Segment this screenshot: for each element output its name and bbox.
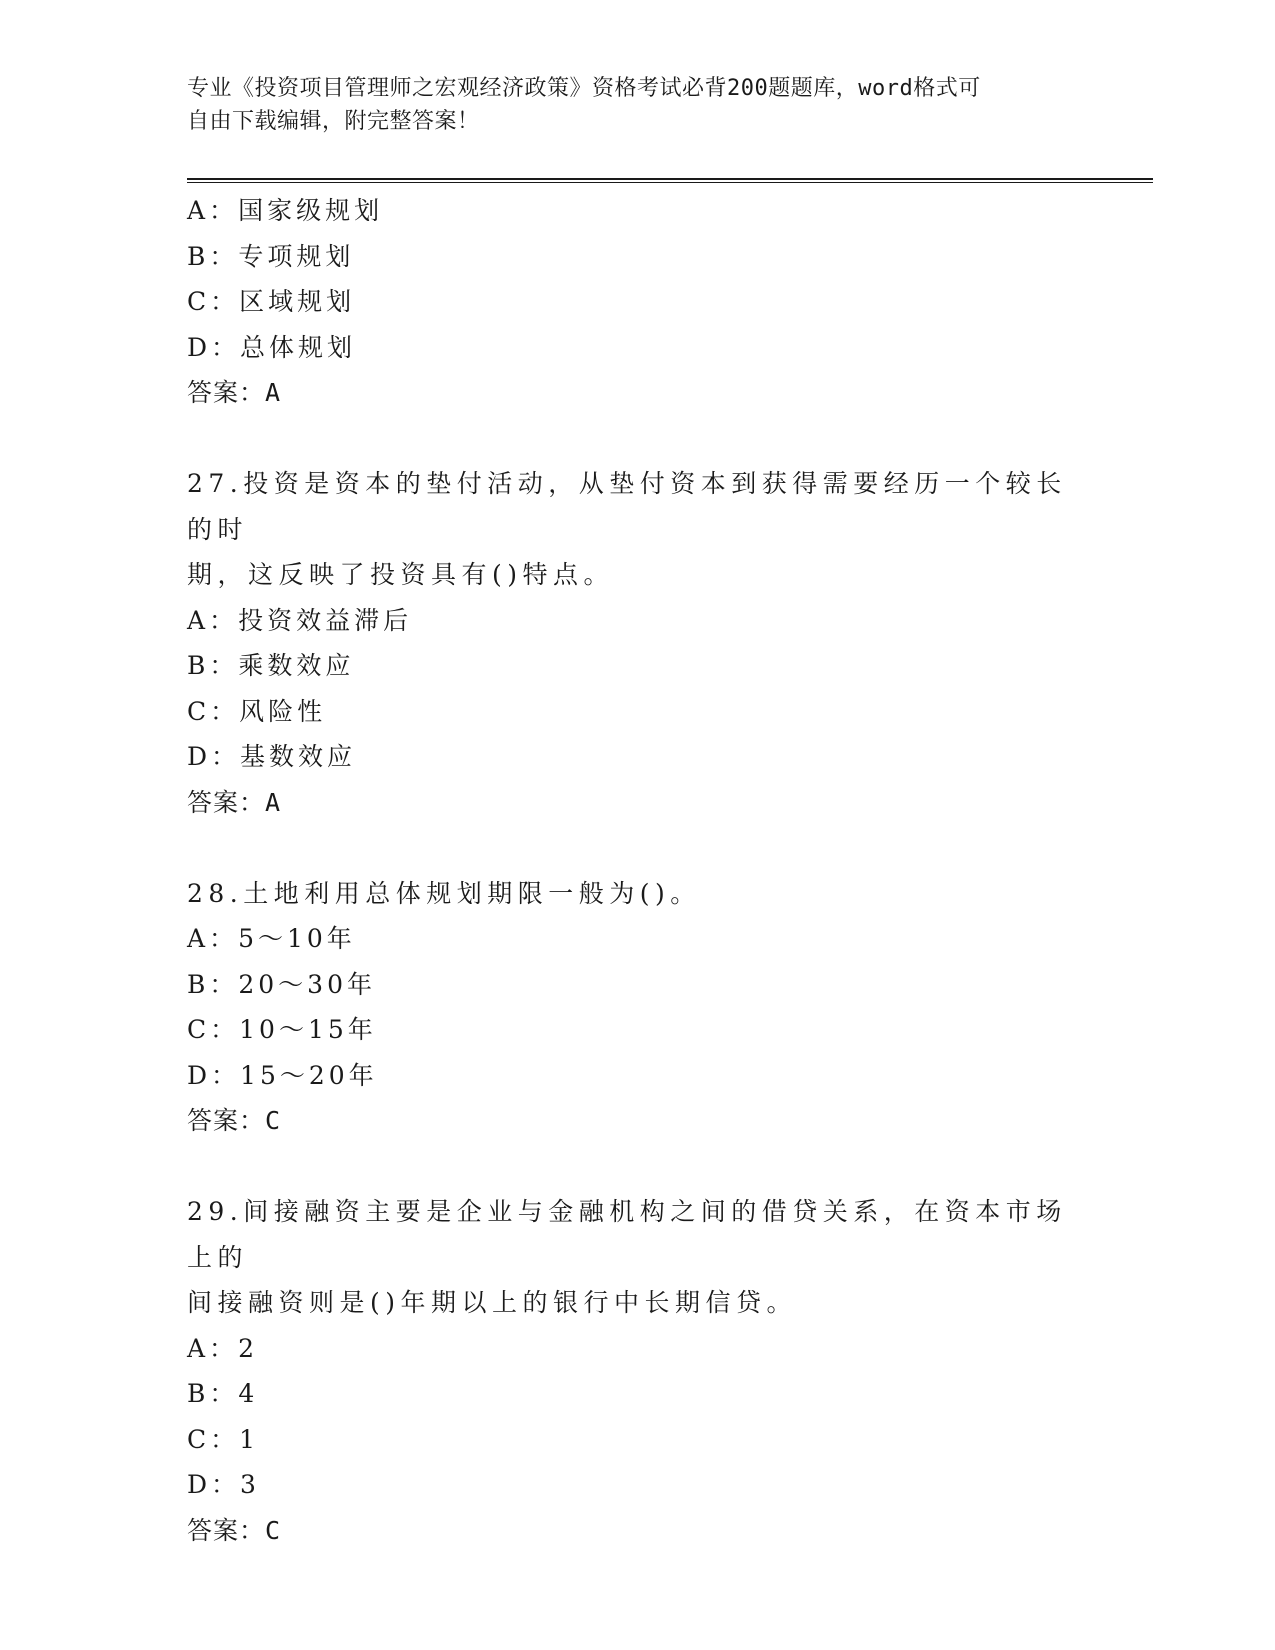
option-b: B：4 (187, 1379, 259, 1408)
spacer (187, 1144, 1087, 1190)
spacer (187, 825, 1087, 871)
question-list (187, 188, 1087, 1553)
option-c: C：10～15年 (187, 1015, 377, 1044)
header-title-line-1: 专业《投资项目管理师之宏观经济政策》资格考试必背200题题库，word格式可 (187, 76, 981, 101)
question-stem-line-2: 间接融资则是()年期以上的银行中长期信贷。 (187, 1288, 798, 1317)
option-d: D：总体规划 (187, 332, 357, 362)
question-29 (187, 1189, 1087, 1553)
question-28 (187, 871, 1087, 1144)
question-stem (187, 871, 1067, 917)
option-b: B：乘数效应 (187, 651, 355, 680)
option-d: D：15～20年 (187, 1060, 378, 1090)
question-26-continuation (187, 188, 1087, 416)
spacer (187, 416, 1087, 462)
option-a: A：5～10年 (187, 924, 356, 953)
header-title-line-2: 自由下载编辑，附完整答案！ (187, 109, 480, 134)
answer-line: 答案：C (187, 1515, 282, 1545)
option-c: C：1 (187, 1424, 260, 1454)
header-divider (187, 178, 1153, 183)
question-stem-line-1: 29.间接融资主要是企业与金融机构之间的借贷关系，在资本市场上的 (187, 1197, 1067, 1272)
option-a: A：国家级规划 (187, 196, 384, 225)
answer-line: 答案：C (187, 1106, 282, 1135)
question-27 (187, 461, 1087, 825)
question-stem-line-1: 28.土地利用总体规划期限一般为()。 (187, 878, 701, 908)
document-header (187, 72, 1087, 138)
option-b: B：专项规划 (187, 241, 355, 271)
question-stem (187, 1189, 1067, 1326)
option-d: D：3 (187, 1470, 260, 1499)
option-a: A：2 (187, 1333, 258, 1363)
question-stem-line-1: 27.投资是资本的垫付活动，从垫付资本到获得需要经历一个较长的时 (187, 469, 1067, 544)
answer-line: 答案：A (187, 787, 282, 817)
question-stem-line-2: 期，这反映了投资具有()特点。 (187, 560, 615, 589)
answer-line: 答案：A (187, 378, 282, 407)
option-c: C：风险性 (187, 696, 327, 726)
option-a: A：投资效益滞后 (187, 605, 413, 635)
question-stem (187, 461, 1067, 598)
option-d: D：基数效应 (187, 742, 357, 771)
option-c: C：区域规划 (187, 287, 356, 316)
option-b: B：20～30年 (187, 969, 376, 999)
